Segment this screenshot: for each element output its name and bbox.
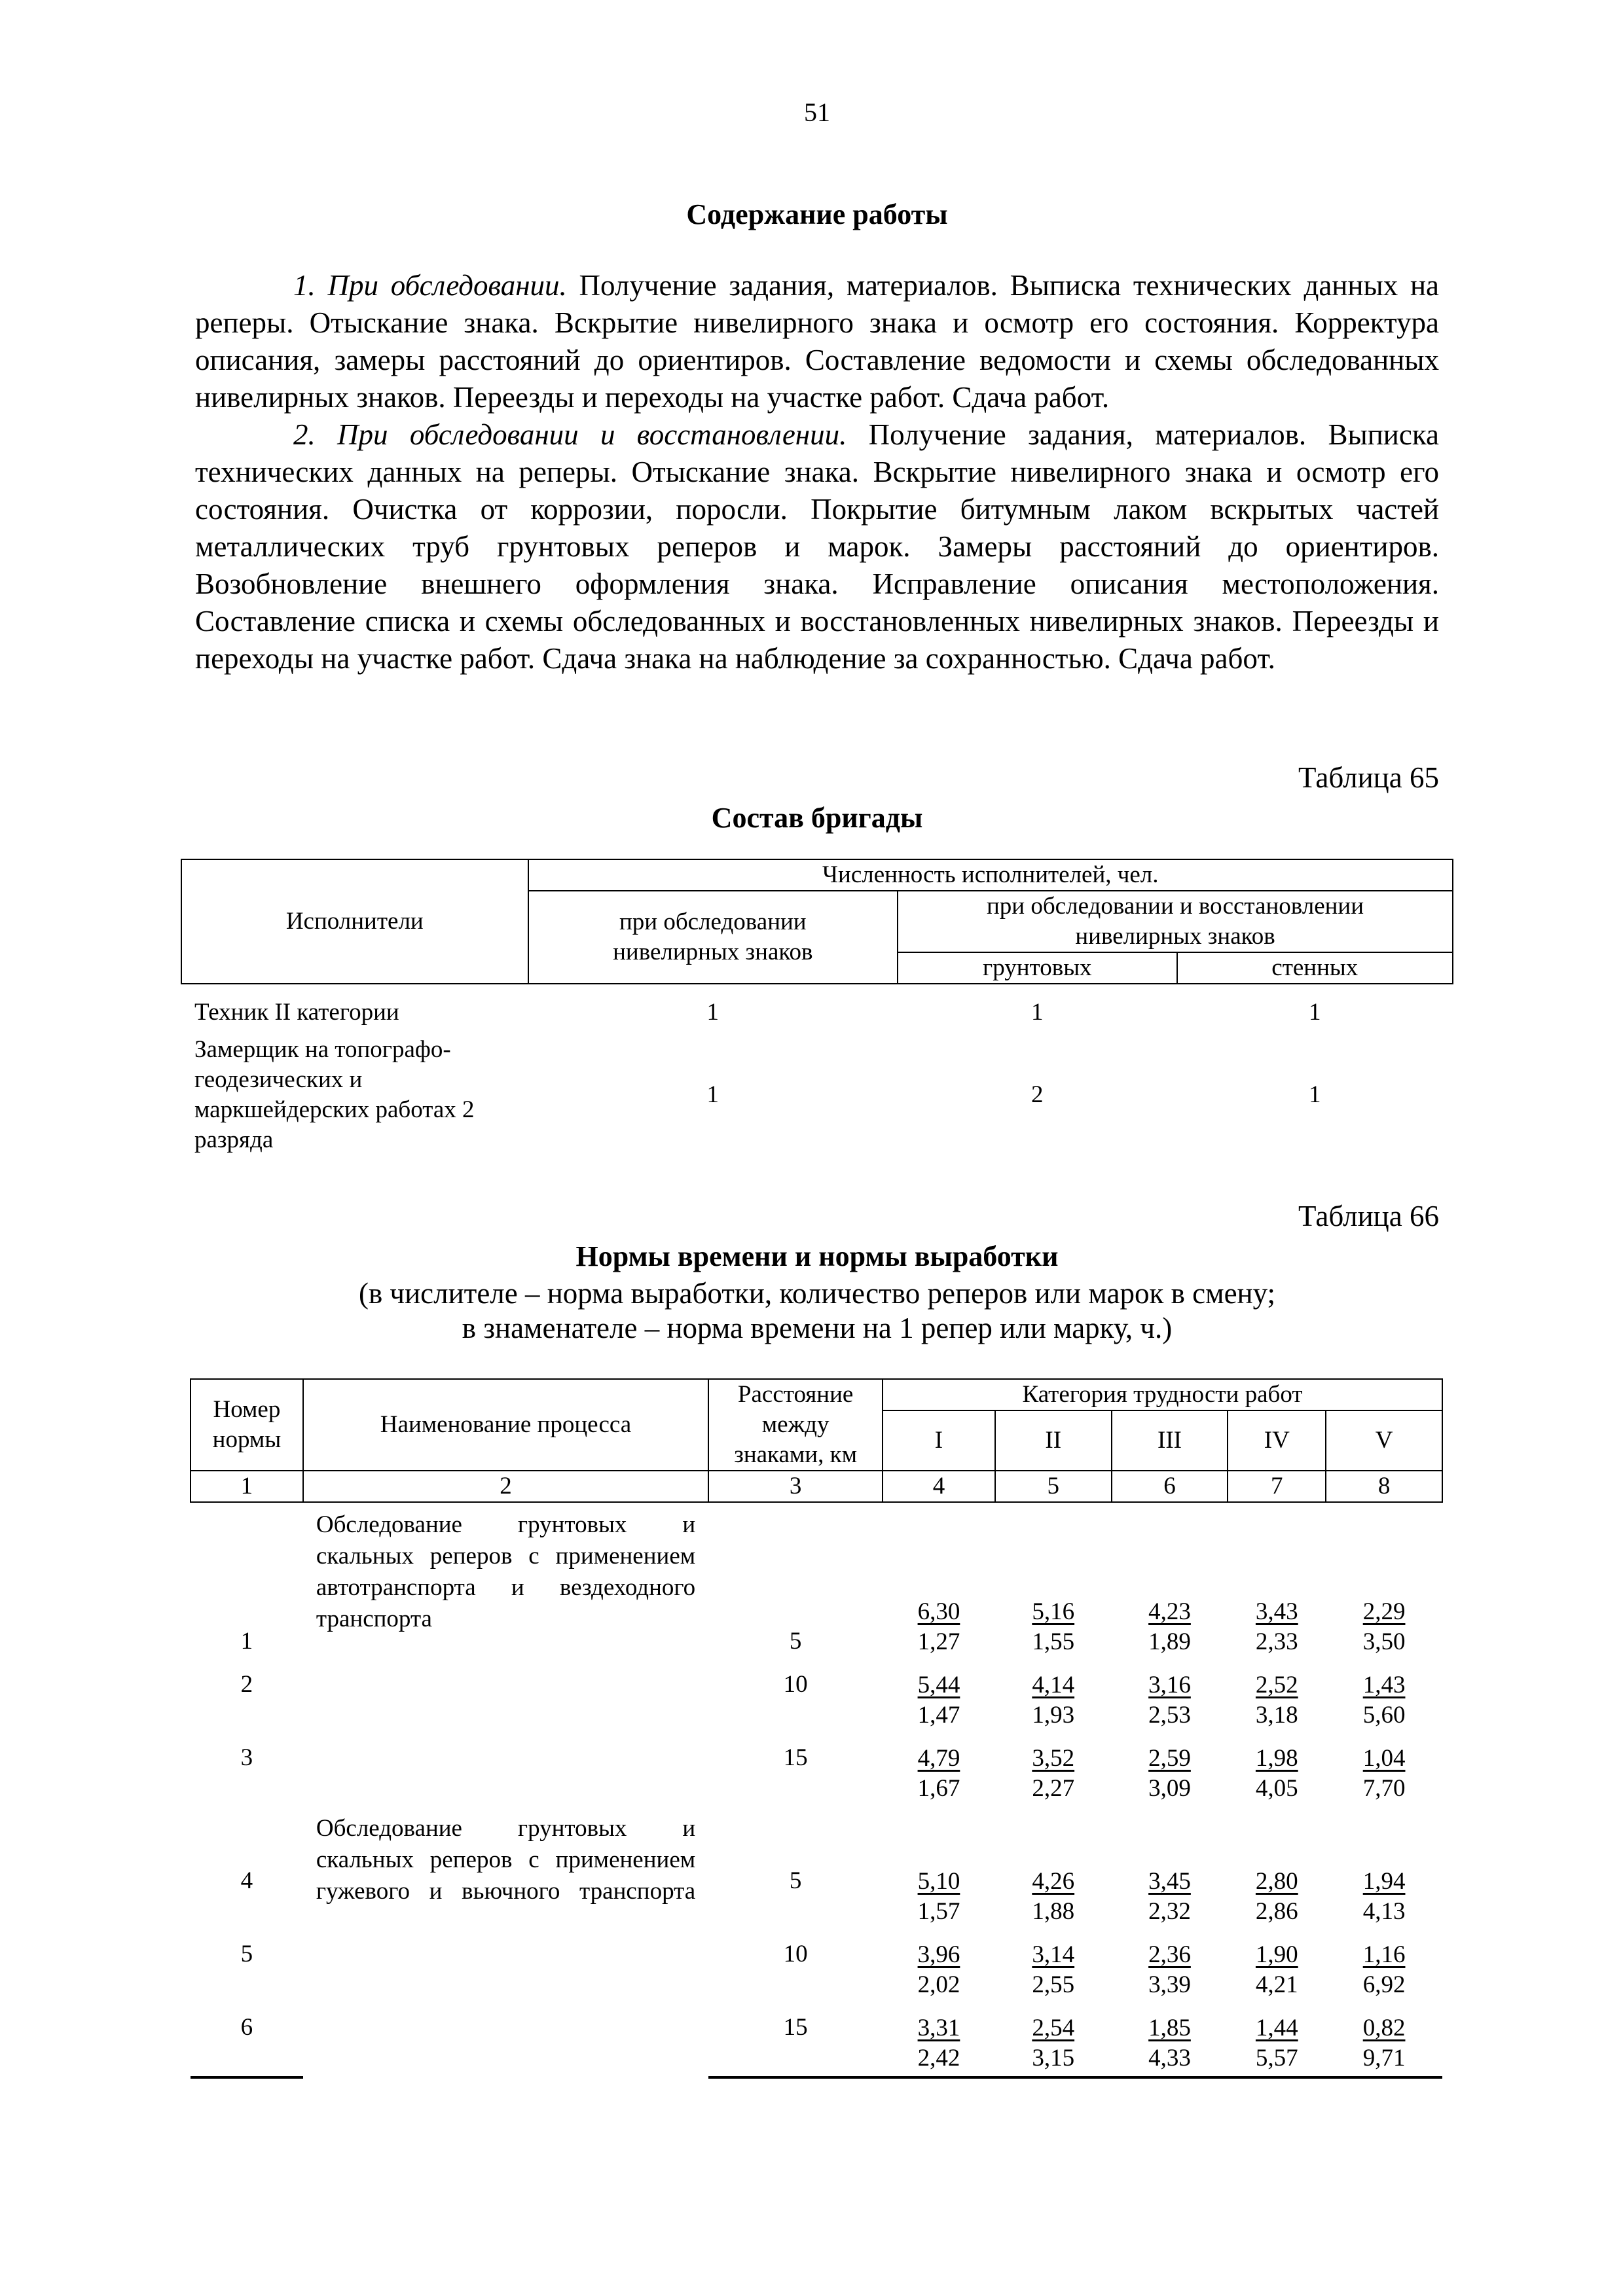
column-number: 6 (1112, 1471, 1228, 1502)
output-norm: 1,98 (1255, 1745, 1298, 1772)
norm-value-cell (995, 1927, 1112, 2000)
norm-value-cell (883, 1927, 995, 2000)
output-norm: 2,29 (1362, 1598, 1406, 1625)
norm-fraction (1148, 1670, 1191, 1731)
time-norm: 4,13 (1362, 1898, 1406, 1925)
time-norm: 4,21 (1255, 1971, 1298, 1998)
norm-fraction (918, 1867, 960, 1927)
table-row (181, 1035, 1453, 1155)
norm-number: 4 (240, 1867, 253, 1894)
time-norm: 4,33 (1148, 2045, 1191, 2072)
norm-value-cell (883, 1804, 995, 1927)
norm-fraction (1363, 1597, 1406, 1657)
output-norm: 4,79 (917, 1745, 960, 1772)
output-norm: 3,96 (917, 1941, 960, 1968)
output-norm: 4,23 (1148, 1598, 1191, 1625)
output-norm: 2,54 (1032, 2015, 1075, 2041)
column-number: 1 (191, 1471, 303, 1502)
norm-fraction (1148, 1940, 1191, 2000)
survey-count: 1 (706, 1081, 720, 1108)
column-numbers-row (191, 1471, 1442, 1502)
norm-fraction (1032, 1670, 1074, 1731)
ground-count: 1 (1031, 999, 1044, 1026)
table66-label: Таблица 66 (1298, 1200, 1439, 1232)
norm-value-cell (1228, 1731, 1326, 1804)
wall-count: 1 (1309, 1081, 1321, 1108)
norm-value-cell (1112, 2000, 1228, 2077)
paragraph-body: Получение задания, материалов. Выписка технических данных на реперы. Отыскание знака. Вскрытие нивелирного знака и осмотр его состояния. Корректура описания, замеры расстояний до ориентиров. Составление ведомости и схемы обследованных нивелирных знаков. Переезды и переходы на участке работ. Сдача работ. (195, 269, 1439, 414)
output-norm: 0,82 (1362, 2015, 1406, 2041)
norm-fraction (1363, 2013, 1406, 2073)
time-norm: 3,15 (1032, 2045, 1075, 2072)
norm-fraction (918, 1744, 960, 1804)
time-norm: 1,57 (917, 1898, 960, 1925)
output-norm: 1,90 (1255, 1941, 1298, 1968)
header-survey-restore: при обследовании и восстановлении нивелирных знаков (898, 891, 1453, 952)
norm-value-cell (1112, 1657, 1228, 1731)
time-norm: 7,70 (1362, 1775, 1406, 1802)
time-norm: 3,09 (1148, 1775, 1191, 1802)
distance: 5 (789, 1867, 802, 1894)
norm-fraction (1363, 1867, 1406, 1927)
norm-number: 5 (240, 1941, 253, 1967)
norm-value-cell (1228, 1657, 1326, 1731)
output-norm: 4,14 (1032, 1672, 1075, 1698)
norm-fraction (1032, 1744, 1074, 1804)
time-norm: 2,53 (1148, 1702, 1191, 1729)
norm-fraction (1363, 1670, 1406, 1731)
norm-value-cell (883, 1657, 995, 1731)
norm-number: 3 (240, 1744, 253, 1771)
norm-fraction (1363, 1940, 1406, 2000)
norm-value-cell (1326, 2000, 1442, 2077)
survey-count: 1 (706, 999, 720, 1026)
time-norm: 2,32 (1148, 1898, 1191, 1925)
norm-value-cell (1326, 1502, 1442, 1657)
time-norms-table (190, 1378, 1443, 2079)
table-row (191, 1804, 1442, 1927)
norm-value-cell (1228, 1927, 1326, 2000)
column-number: 3 (708, 1471, 883, 1502)
page-number: 51 (804, 98, 830, 127)
time-norm: 1,67 (917, 1775, 960, 1802)
column-number: 5 (995, 1471, 1112, 1502)
header-performers: Исполнители (181, 859, 528, 984)
output-norm: 5,16 (1032, 1598, 1075, 1625)
time-norm: 3,50 (1362, 1628, 1406, 1655)
performer-name: Техник II категории (194, 999, 399, 1026)
column-number: 8 (1326, 1471, 1442, 1502)
table65-label: Таблица 65 (1298, 761, 1439, 794)
norm-fraction (918, 1670, 960, 1731)
time-norm: 1,55 (1032, 1628, 1075, 1655)
output-norm: 3,45 (1148, 1868, 1191, 1895)
process-name: Обследование грунтовых и скальных реперов с применением автотранспорта и вездеходного транспорта (316, 1511, 696, 1632)
norm-fraction (1256, 1597, 1298, 1657)
distance: 15 (708, 2000, 883, 2077)
wall-count: 1 (1309, 999, 1321, 1026)
header-survey: при обследовании нивелирных знаков (528, 891, 898, 984)
norm-fraction (1256, 2013, 1298, 2073)
time-norm: 3,39 (1148, 1971, 1191, 1998)
norm-fraction (1032, 1940, 1074, 2000)
time-norm: 1,88 (1032, 1898, 1075, 1925)
header-category-4: IV (1228, 1410, 1326, 1471)
norm-value-cell (1228, 1502, 1326, 1657)
time-norm: 9,71 (1362, 2045, 1406, 2072)
time-norm: 6,92 (1362, 1971, 1406, 1998)
output-norm: 1,04 (1362, 1745, 1406, 1772)
norm-fraction (1148, 1867, 1191, 1927)
norm-value-cell (1228, 1804, 1326, 1927)
header-category: Категория трудности работ (883, 1379, 1442, 1410)
paragraph-survey (195, 267, 1439, 416)
work-content-title: Содержание работы (686, 198, 948, 230)
norm-fraction (1032, 1867, 1074, 1927)
table66-title: Нормы времени и нормы выработки (575, 1240, 1059, 1272)
output-norm: 3,16 (1148, 1672, 1191, 1698)
process-name: Обследование грунтовых и скальных реперов с применением гужевого и вьючного транспорта (316, 1815, 696, 1905)
norm-fraction (1256, 1670, 1298, 1731)
norm-value-cell (995, 2000, 1112, 2077)
norm-value-cell (1326, 1657, 1442, 1731)
norm-fraction (918, 1597, 960, 1657)
time-norm: 1,47 (917, 1702, 960, 1729)
time-norm: 1,93 (1032, 1702, 1075, 1729)
time-norm: 2,02 (917, 1971, 960, 1998)
header-process: Наименование процесса (303, 1379, 708, 1471)
output-norm: 1,16 (1362, 1941, 1406, 1968)
output-norm: 1,85 (1148, 2015, 1191, 2041)
paragraph-survey-restore (195, 416, 1439, 677)
header-ground: грунтовых (898, 952, 1177, 984)
time-norm: 5,60 (1362, 1702, 1406, 1729)
header-category-1: I (883, 1410, 995, 1471)
output-norm: 3,52 (1032, 1745, 1075, 1772)
time-norm: 1,27 (917, 1628, 960, 1655)
time-norm: 1,89 (1148, 1628, 1191, 1655)
norm-value-cell (995, 1804, 1112, 1927)
time-norm: 2,33 (1255, 1628, 1298, 1655)
column-number: 7 (1228, 1471, 1326, 1502)
table66-subtitle-2: в знаменателе – норма времени на 1 репер или марку, ч.) (462, 1312, 1173, 1344)
header-distance: Расстояние между знаками, км (708, 1379, 883, 1471)
distance: 15 (783, 1744, 808, 1771)
output-norm: 2,52 (1255, 1672, 1298, 1698)
distance: 10 (783, 1941, 808, 1967)
norm-fraction (1032, 2013, 1074, 2073)
distance: 5 (789, 1628, 802, 1655)
paragraph-lead: 1. При обследовании. (293, 269, 567, 302)
performer-name: Замерщик на топографо-геодезических и маркшейдерских работах 2 разряда (194, 1036, 475, 1153)
norm-value-cell (1326, 1927, 1442, 2000)
output-norm: 1,43 (1362, 1672, 1406, 1698)
output-norm: 5,44 (917, 1672, 960, 1698)
header-category-3: III (1112, 1410, 1228, 1471)
norm-value-cell (1112, 1927, 1228, 2000)
output-norm: 4,26 (1032, 1868, 1075, 1895)
time-norm: 2,55 (1032, 1971, 1075, 1998)
norm-fraction (918, 2013, 960, 2073)
header-category-2: II (995, 1410, 1112, 1471)
column-number: 4 (883, 1471, 995, 1502)
header-norm-no: Номер нормы (191, 1379, 303, 1471)
output-norm: 1,44 (1255, 2015, 1298, 2041)
norm-value-cell (1112, 1502, 1228, 1657)
norm-number: 6 (191, 2000, 303, 2077)
norm-fraction (1256, 1867, 1298, 1927)
output-norm: 3,43 (1255, 1598, 1298, 1625)
norm-value-cell (1326, 1731, 1442, 1804)
table65-title: Состав бригады (711, 802, 923, 834)
time-norm: 3,18 (1255, 1702, 1298, 1729)
work-content-text (195, 267, 1439, 677)
paragraph-lead: 2. При обследовании и восстановлении. (293, 418, 847, 451)
output-norm: 5,10 (917, 1868, 960, 1895)
output-norm: 1,94 (1362, 1868, 1406, 1895)
norm-value-cell (883, 2000, 995, 2077)
time-norms-body (191, 1502, 1442, 2077)
norm-fraction (918, 1940, 960, 2000)
norm-value-cell (883, 1731, 995, 1804)
time-norm: 2,42 (917, 2045, 960, 2072)
output-norm: 2,80 (1255, 1868, 1298, 1895)
distance: 10 (783, 1671, 808, 1698)
norm-value-cell (995, 1657, 1112, 1731)
output-norm: 6,30 (917, 1598, 960, 1625)
header-count: Численность исполнителей, чел. (528, 859, 1453, 891)
table66-subtitle-1: (в числителе – норма выработки, количество реперов или марок в смену; (358, 1277, 1276, 1310)
crew-composition-table (181, 859, 1453, 1155)
norm-value-cell (1112, 1804, 1228, 1927)
paragraph-body: Получение задания, материалов. Выписка технических данных на реперы. Отыскание знака. Вскрытие нивелирного знака и осмотр его состояния. Очистка от коррозии, поросли. Покрытие битумным лаком вскрытых частей металлических труб грунтовых реперов и марок. Замеры расстояний до ориентиров. Возобновление внешнего оформления знака. Исправление описания местоположения. Составление списка и схемы обследованных и восстановленных нивелирных знаков. Переезды и переходы на участке работ. Сдача знака на наблюдение за сохранностью. Сдача работ. (195, 418, 1439, 675)
table-row (191, 1502, 1442, 1657)
norm-fraction (1363, 1744, 1406, 1804)
table-row (181, 984, 1453, 1035)
norm-number: 2 (240, 1671, 253, 1698)
norm-fraction (1148, 1597, 1191, 1657)
header-category-5: V (1326, 1410, 1442, 1471)
norm-fraction (1256, 1744, 1298, 1804)
ground-count: 2 (1031, 1081, 1044, 1108)
time-norm: 4,05 (1255, 1775, 1298, 1802)
norm-value-cell (1112, 1731, 1228, 1804)
column-number: 2 (303, 1471, 708, 1502)
header-wall: стенных (1177, 952, 1453, 984)
output-norm: 3,31 (917, 2015, 960, 2041)
time-norm: 2,27 (1032, 1775, 1075, 1802)
norm-value-cell (995, 1731, 1112, 1804)
output-norm: 2,36 (1148, 1941, 1191, 1968)
time-norm: 2,86 (1255, 1898, 1298, 1925)
output-norm: 2,59 (1148, 1745, 1191, 1772)
norm-fraction (1148, 1744, 1191, 1804)
time-norm: 5,57 (1255, 2045, 1298, 2072)
output-norm: 3,14 (1032, 1941, 1075, 1968)
norm-value-cell (995, 1502, 1112, 1657)
norm-fraction (1032, 1597, 1074, 1657)
norm-fraction (1256, 1940, 1298, 2000)
norm-value-cell (1326, 1804, 1442, 1927)
norm-number: 1 (240, 1628, 253, 1655)
norm-fraction (1148, 2013, 1191, 2073)
norm-value-cell (883, 1502, 995, 1657)
norm-value-cell (1228, 2000, 1326, 2077)
